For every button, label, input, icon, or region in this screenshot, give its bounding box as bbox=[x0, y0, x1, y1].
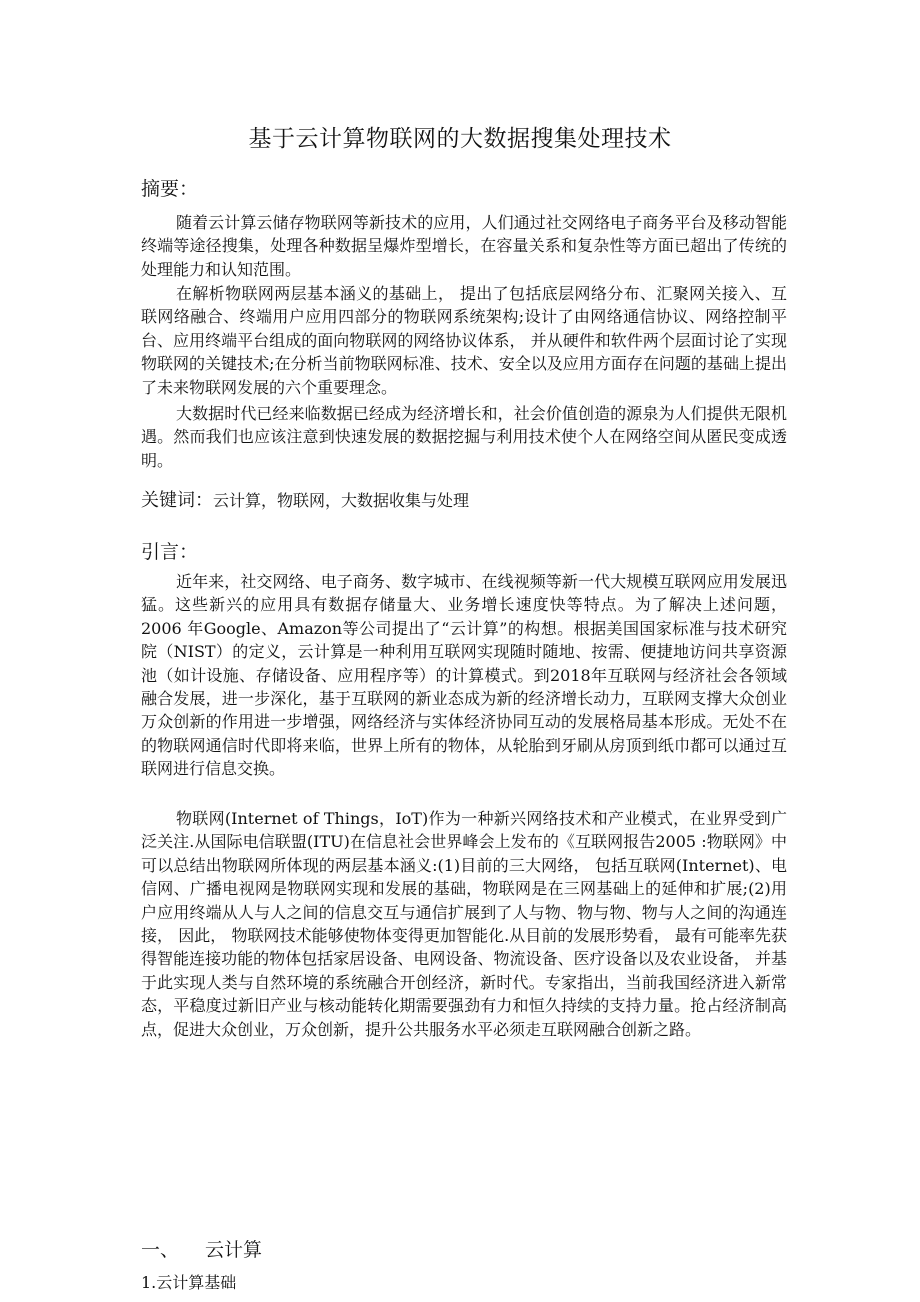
abstract-paragraph-2: 在解析物联网两层基本涵义的基础上， 提出了包括底层网络分布、汇聚网关接入、互联网络融合、终端用户应用四部分的物联网系统架构;设计了由网络通信协议、网络控制平台、应用终端平台组成的面向物联网的网络协议体系， 并从硬件和软件两个层面讨论了实现物联网的关键技术;在分析当前物联网标准、技术、安全以及应用方面存在问题的基础上提出了未来物联网发展的六个重要理念。 bbox=[141, 284, 787, 397]
section-number: 一、 bbox=[141, 1239, 180, 1261]
keywords-line bbox=[141, 486, 469, 512]
intro-heading: 引言： bbox=[141, 541, 199, 563]
subsection-heading: 1.云计算基础 bbox=[141, 1273, 237, 1292]
section-heading bbox=[141, 1235, 262, 1262]
keywords-text: 云计算，物联网，大数据收集与处理 bbox=[213, 491, 470, 510]
document-title: 基于云计算物联网的大数据搜集处理技术 bbox=[248, 126, 672, 152]
abstract-heading: 摘要： bbox=[141, 178, 199, 200]
intro-paragraph-1: 近年来，社交网络、电子商务、数字城市、在线视频等新一代大规模互联网应用发展迅猛。这些新兴的应用具有数据存储量大、业务增长速度快等特点。为了解决上述问题，2006 年Google、Amazon等公司提出了“云计算”的构想。根据美国国家标准与技术研究院（NIST）的定义，云计算是一种利用互联网实现随时随地、按需、便捷地访问共享资源池（如计设施、存储设备、应用程序等）的计算模式。到2018年互联网与经济社会各领域融合发展，进一步深化，基于互联网的新业态成为新的经济增长动力，互联网支撑大众创业万众创新的作用进一步增强，网络经济与实体经济协同互动的发展格局基本形成。无处不在的物联网通信时代即将来临，世界上所有的物体，从轮胎到牙刷从房顶到纸巾都可以通过互联网进行信息交换。 bbox=[141, 572, 787, 779]
keywords-label: 关键词： bbox=[141, 490, 213, 511]
abstract-paragraph-3: 大数据时代已经来临数据已经成为经济增长和，社会价值创造的源泉为人们提供无限机遇。然而我们也应该注意到快速发展的数据挖掘与利用技术使个人在网络空间从匿民变成透明。 bbox=[141, 404, 787, 470]
section-title: 云计算 bbox=[205, 1239, 263, 1261]
intro-paragraph-2: 物联网(Internet of Things，IoT)作为一种新兴网络技术和产业模式，在业界受到广泛关注.从国际电信联盟(ITU)在信息社会世界峰会上发布的《互联网报告2005 :物联网》中可以总结出物联网所体现的两层基本涵义:(1)目前的三大网络， 包括互联网(Internet)、电信网、广播电视网是物联网实现和发展的基础，物联网是在三网基础上的延伸和扩展;(2)用户应用终端从人与人之间的信息交互与通信扩展到了人与物、物与物、物与人之间的沟通连接， 因此， 物联网技术能够使物体变得更加智能化.从目前的发展形势看， 最有可能率先获得智能连接功能的物体包括家居设备、电网设备、物流设备、医疗设备以及农业设备， 并基于此实现人类与自然环境的系统融合开创经济，新时代。专家指出，当前我国经济进入新常态，平稳度过新旧产业与核动能转化期需要强劲有力和恒久持续的支持力量。抢占经济制高点，促进大众创业，万众创新，提升公共服务水平必须走互联网融合创新之路。 bbox=[141, 809, 787, 1039]
abstract-paragraph-1: 随着云计算云储存物联网等新技术的应用，人们通过社交网络电子商务平台及移动智能终端等途径搜集，处理各种数据呈爆炸型增长，在容量关系和复杂性等方面已超出了传统的处理能力和认知范围。 bbox=[141, 213, 787, 279]
